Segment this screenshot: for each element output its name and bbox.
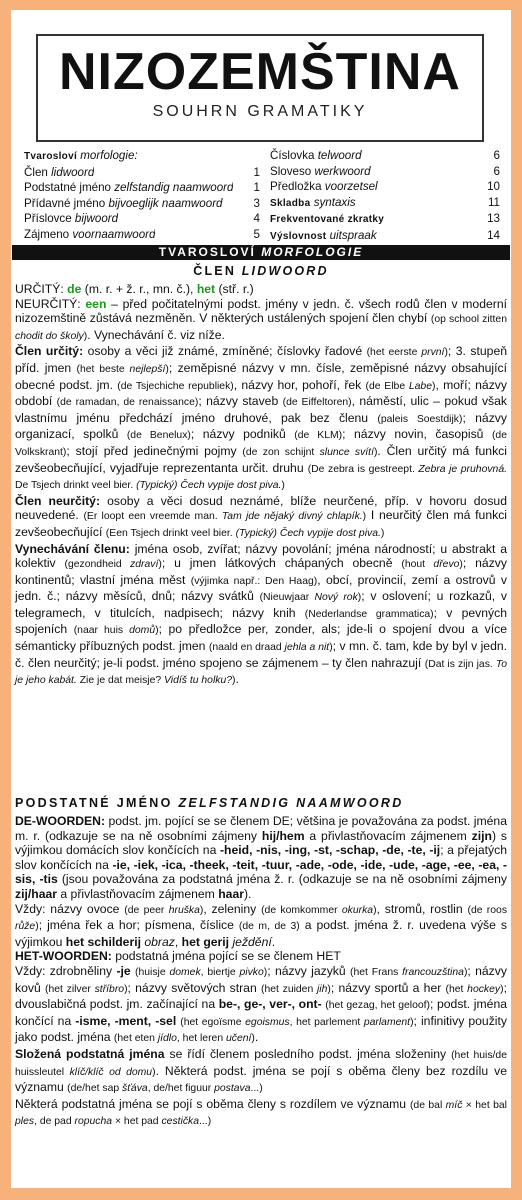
section-heading-podstatne-jmeno: PODSTATNÉ JMÉNO ZELFSTANDIG NAAMWOORD xyxy=(15,796,404,810)
toc-item[interactable]: Číslovka telwoord 6 xyxy=(270,149,500,162)
paragraph: DE-WOORDEN: podst. jm. pojící se se členem DE; většina je považována za podst. jména m. r. (odkazuje se na ně osobními zájmeny hij/hem a přivlastňovacím zájmenem zijn) s výjimkou domácích slov končících na -heid, -nis, -ing, -st, -schap, -de, -te, -ij; a přejatých slov končících na -ie, -iek, -ica, -theek, -teit, -tuur, -ade, -ode, -ide, -ude, -age, -ee, -ea, -sis, -tis (jsou považována za podstatná jména ž. r. (odkazuje se na ně osobními zájmeny zij/haar a přivlastňovacím zájmenem haar). xyxy=(15,814,508,901)
paragraph: Vždy: zdrobněliny -je (huisje domek, biertje pivko); názvy jazyků (het Frans francouzština); názvy kovů (het zilver stříbro); názvy světových stran (het zuiden jih); názvy sportů a her (het hockey); dvouslabičná podst. jm. začínající na be-, ge-, ver-, ont- (het gezag, het geloof); podst. jména končící na -isme, -ment, -sel (het egoïsme egoismus, het parlement parlament); infinitivy použity jako podst. jména (het eten jídlo, het leren učení). xyxy=(15,963,508,1045)
paragraph: URČITÝ: de (m. r. + ž. r., mn. č.), het (stř. r.) xyxy=(15,282,254,296)
paragraph: HET-WOORDEN: podstatná jména pojící se se členem HET xyxy=(15,949,341,964)
page-subtitle: SOUHRN GRAMATIKY xyxy=(152,103,368,120)
title-box xyxy=(36,34,484,142)
section-bar-morfologie: TVAROSLOVÍ MORFOLOGIE xyxy=(12,245,510,260)
article-section-body xyxy=(15,814,507,1130)
paragraph: Člen určitý: osoby a věci již známé, zmíněné; číslovky řadové (het eerste první); 3. stupeň příd. jmen (het beste nejlepší); zeměpisné názvy v mn. čísle, zeměpisné názvy obsahující obecné podst. jm. (de Tsjechiche republiek), názvy hor, pohoří, řek (de Elbe Labe), moří; názvy období (de ramadan, de renaissance); názvy staveb (de Eiffeltoren), náměstí, ulic – pokud však vlastnímu jménu předchází jméno druhové, pak bez členu (paleis Soestdijk); názvy organizací, spolků (de Benelux); názvy podniků (de KLM); názvy novin, časopisů (de Volkskrant); stojí před jedinečnými pojmy (de zon schijnt slunce svítí). Člen určitý má funkci zevšeobecňující, vyjadřuje reprezentanta určit. druhu (De zebra is gestreept. Zebra je pruhovná. De Tsjech drinkt veel bier. (Typický) Čech vypije dost piva.) xyxy=(15,344,507,492)
paragraph: NEURČITÝ: een – před počitatelnými podst. jmény v jedn. č. všech rodů člen v moderní nizozemštině zůstává nezměněn. V některých ustálených spojení člen chybí (op school zitten chodit do školy). Vynechávání č. viz níže. xyxy=(15,296,507,342)
paragraph: Složená podstatná jména se řídí členem posledního podst. jména složeniny (het huis/de huissleutel klíč/klíč od domu). Některá podst. jména se pojí s oběma členy bez rozdílu ve významu (de/het sap šťáva, de/het figuur postava...) xyxy=(15,1046,507,1095)
toc-item[interactable]: Zájmeno voornaamwoord 5 xyxy=(24,227,260,241)
paragraph: Vynechávání členu: jména osob, zvířat; názvy povolání; jména národností; u abstrakt a kolektiv (gezondheid zdraví); u jmen látkových chápaných obecně (hout dřevo); názvy kontinentů; vlastní jména měst (výjimka např.: Den Haag), obcí, provincií, zemí a ostrovů v jedn. č.; názvy měsíců, dnů; názvy svátků (Nieuwjaar Nový rok); v oslovení; u rozkazů, v telegramech, v titulcích, nadpisech; názvy knih (Nederlandse grammatica); v pevných spojeních (naar huis domů); po předložce per, zonder, als; jde-li o spojení dvou a více sémanticky příbuzných podst. jmen (naald en draad jehla a nit); v mn. č. tam, kde by byl v jedn. č. člen neurčitý; je-li podst. jméno spojeno se zájmenem – ty člen nahrazují (Dat is zijn jas. To je jeho kabát. Zie je dat meisje? Vidíš tu holku?). xyxy=(15,541,508,687)
toc-item[interactable]: Sloveso werkwoord 6 xyxy=(270,164,500,178)
page-title: NIZOZEMŠTINA xyxy=(59,43,461,101)
toc-item[interactable]: Předložka voorzetsel 10 xyxy=(270,180,500,194)
article-section-body xyxy=(15,282,507,689)
toc-left-column xyxy=(24,148,260,243)
toc-item[interactable]: Frekventované zkratky 13 xyxy=(270,212,500,226)
toc-item[interactable]: Podstatné jméno zelfstandig naamwoord 1 xyxy=(24,181,260,195)
section-heading-clen: ČLEN LIDWOORD xyxy=(193,264,329,278)
toc-item[interactable]: Příslovce bijwoord 4 xyxy=(24,212,260,226)
toc-item[interactable]: Skladba syntaxis 11 xyxy=(270,195,500,209)
paragraph: Vždy: názvy ovoce (de peer hruška), zeleniny (de komkommer okurka), stromů, rostlin (de roos růže); jména řek a hor; písmena, číslice (de m, de 3) a podst. jména ž. r. uvedena výše s výjimkou het schilderij obraz, het gerij ježdění. xyxy=(15,901,508,949)
paragraph: Člen neurčitý: osoby a věci dosud neznámé, blíže neurčené, příp. v hovoru dosud neuvedené. (Er loopt een vreemde man. Tam jde nějaký divný chlapík.) I neurčitý člen má funkci zevšeobecňující (Een Tsjech drinkt veel bier. (Typický) Čech vypije dost piva.) xyxy=(15,493,508,539)
paragraph: Některá podstatná jména se pojí s oběma členy s rozdílem ve významu (de bal míč × het bal ples, de pad ropucha × het pad cestička...) xyxy=(15,1096,507,1128)
toc-right-column xyxy=(270,148,500,245)
toc-item[interactable]: Tvarosloví morfologie: xyxy=(24,149,138,162)
toc-item[interactable]: Člen lidwoord 1 xyxy=(24,165,260,179)
toc-item[interactable]: Výslovnost uitspraak 14 xyxy=(270,228,500,242)
toc-item[interactable]: Přídavné jméno bijvoeglijk naamwoord 3 xyxy=(24,196,260,210)
